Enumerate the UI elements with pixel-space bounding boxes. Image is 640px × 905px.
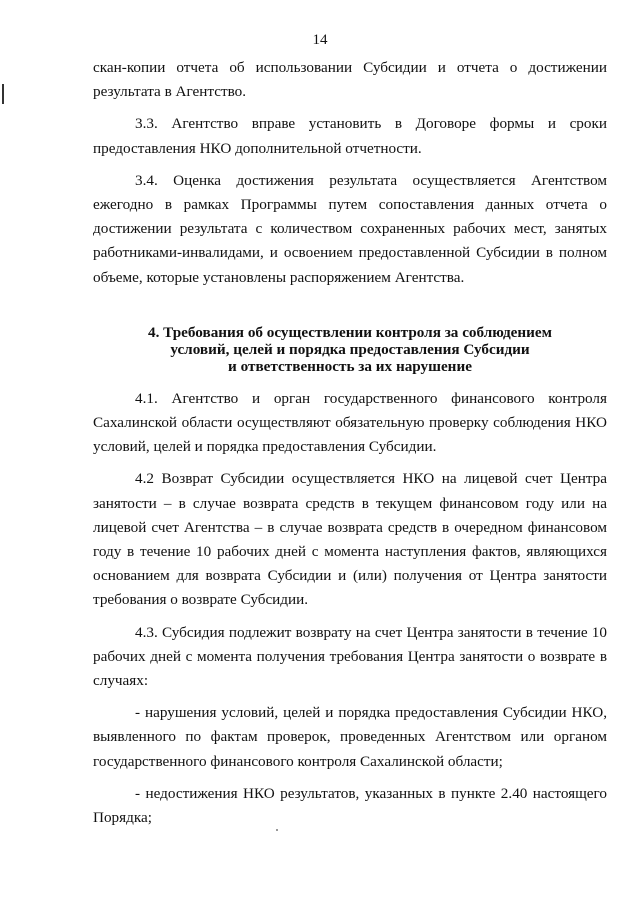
section-4-heading [93,324,607,375]
paragraph-3-4: 3.4. Оценка достижения результата осуществляется Агентством ежегодно в рамках Программы путем сопоставления данных отчета о достижении результата с количеством сохраненных рабочих мест, занятых работниками-инвалидами, и освоением предоставленной Субсидии в полном объеме, которые установлены распоряжением Агентства. [93,171,607,286]
list-item-violation: - нарушения условий, целей и порядка предоставления Субсидии НКО, выявленного по фактам проверок, проведенных Агентством или органом государственного финансового контроля Сахалинской области; [93,704,607,770]
list-item-non-achievement: - недостижения НКО результатов, указанных в пункте 2.40 настоящего Порядка; [93,784,607,827]
paragraph-4-2: 4.2 Возврат Субсидии осуществляется НКО на лицевой счет Центра занятости – в случае возврата средств в текущем финансовом году или на лицевой счет Агентства – в случае возврата средств в очередном финансовом году в течение 10 рабочих дней с момента наступления фактов, являющихся основанием для возврата Субсидии и (или) получения от Центра занятости требования о возврате Субсидии. [93,470,607,609]
document-body [93,56,607,830]
margin-mark [2,84,4,104]
paragraph-continuation: скан-копии отчета об использовании Субсидии и отчета о достижении результата в Агентство. [93,59,607,101]
section-4-heading-line-3: и ответственность за их нарушение [228,357,472,375]
paragraph-4-3: 4.3. Субсидия подлежит возврату на счет Центра занятости в течение 10 рабочих дней с момента получения требования Центра занятости о возврате в случаях: [93,623,607,690]
paragraph-4-1: 4.1. Агентство и орган государственного финансового контроля Сахалинской области осуществляют обязательную проверку соблюдения НКО условий, целей и порядка предоставления Субсидии. [93,389,607,456]
page-number: 14 [312,32,328,48]
paragraph-3-3: 3.3. Агентство вправе установить в Договоре формы и сроки предоставления НКО дополнительной отчетности. [93,115,607,157]
section-4-heading-line-2: условий, целей и порядка предоставления Субсидии [170,340,530,358]
scan-speck [276,829,278,831]
section-4-heading-line-1: 4. Требования об осуществлении контроля за соблюдением [147,323,553,341]
